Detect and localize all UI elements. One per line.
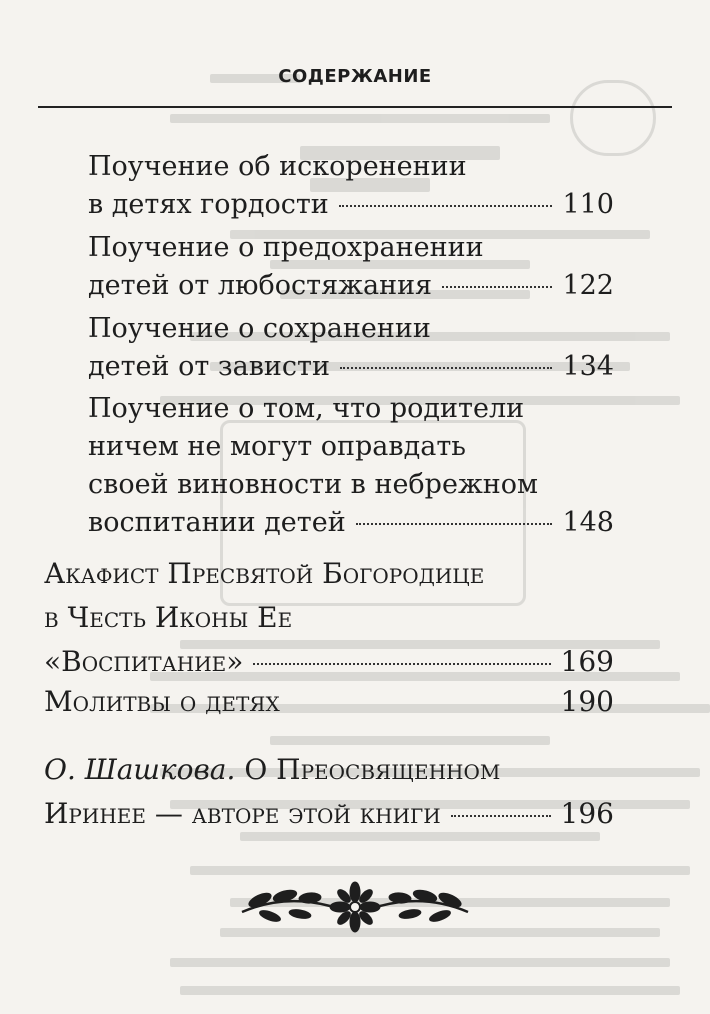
toc-entry — [88, 310, 614, 386]
toc-entry-last-line — [44, 792, 614, 836]
toc-entry-akafist — [44, 552, 614, 684]
toc-entry-line: Поучение о предохранении — [88, 232, 484, 263]
toc-entry-text: О Преосвященном — [244, 753, 501, 786]
toc-entry — [88, 229, 614, 305]
toc-entry-last-line — [88, 348, 614, 386]
toc-entry-line: в Честь Иконы Ее — [44, 601, 293, 634]
toc-entry-last-line — [44, 640, 614, 684]
page-number: 148 — [562, 507, 614, 538]
toc-entry-last-line — [88, 186, 614, 224]
toc-entry-text: «Воспитание» — [44, 645, 244, 678]
toc-entry-line: ничем не могут оправдать — [88, 431, 466, 462]
toc-entry-text: Иринее — авторе этой книги — [44, 797, 441, 830]
dot-leader — [356, 523, 553, 525]
toc-entry-line — [44, 748, 614, 792]
page-number: 196 — [560, 797, 614, 830]
dot-leader — [442, 286, 552, 288]
page-number: 169 — [560, 645, 614, 678]
page-title: СОДЕРЖАНИЕ — [278, 66, 432, 87]
header-rule — [38, 106, 672, 108]
dot-leader — [339, 205, 553, 207]
toc-entry-last-line — [44, 680, 614, 724]
toc-entry-text: Молитвы о детях — [44, 685, 280, 718]
dot-leader — [253, 663, 550, 665]
toc-entry-line: Поучение об искоренении — [88, 151, 467, 182]
toc-entry-line: своей виновности в небрежном — [88, 469, 539, 500]
toc-entry — [88, 148, 614, 224]
floral-ornament-icon — [230, 880, 480, 934]
toc-entry-line: Поучение о том, что родители — [88, 393, 525, 424]
toc-entry-text: в детях гордости — [88, 189, 329, 220]
toc-entry-text: детей от любостяжания — [88, 270, 433, 301]
toc-entry-line: Поучение о сохранении — [88, 313, 431, 344]
page-number: 190 — [560, 685, 614, 718]
toc-entry-prayers — [44, 680, 614, 724]
page-number: 110 — [562, 189, 614, 220]
page-number: 122 — [562, 270, 614, 301]
toc-entry-last-line — [88, 504, 614, 542]
page-number: 134 — [562, 351, 614, 382]
toc-entry-author — [44, 748, 614, 836]
author-name: О. Шашкова. — [44, 753, 236, 786]
dot-leader — [340, 367, 553, 369]
toc-entry-text: детей от зависти — [88, 351, 330, 382]
toc-entry-last-line — [88, 267, 614, 305]
toc-entry-text: воспитании детей — [88, 507, 346, 538]
toc-entry-line: Акафист Пресвятой Богородице — [44, 557, 485, 590]
toc-entry — [88, 390, 614, 542]
dot-leader — [451, 815, 551, 817]
